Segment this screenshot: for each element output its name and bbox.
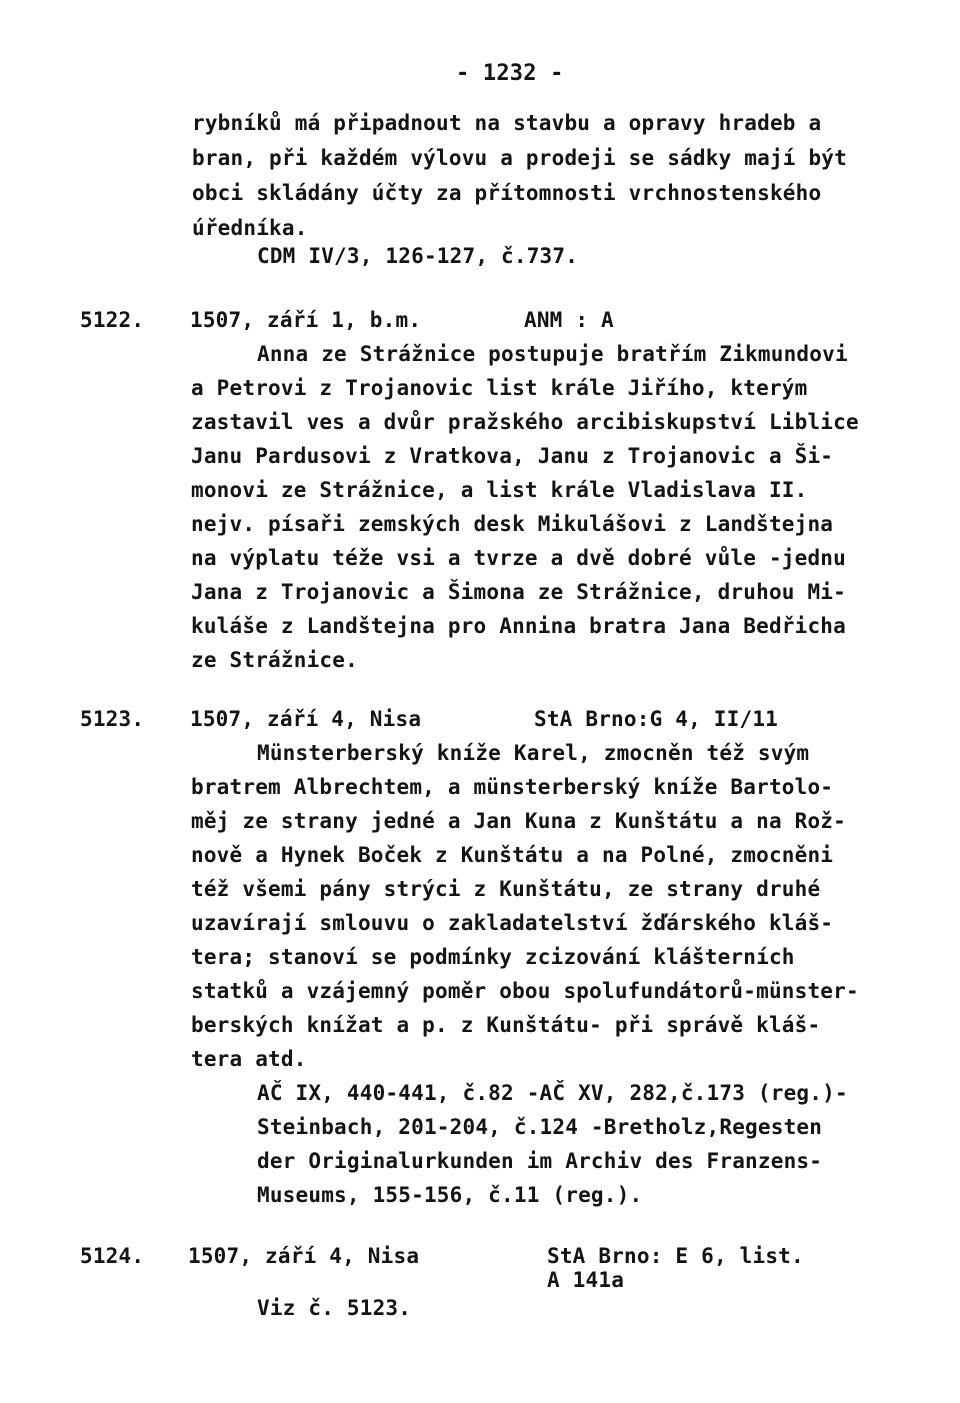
intro-line: úředníka.	[192, 216, 308, 240]
entry-date: 1507, září 1, b.m.	[190, 308, 422, 332]
entry-text-line: měj ze strany jedné a Jan Kuna z Kunštátu a na Rož-	[191, 809, 846, 833]
intro-line: bran, při každém výlovu a prodeji se sádky mají být	[192, 146, 847, 170]
entry-date: 1507, září 4, Nisa	[188, 1244, 420, 1268]
entry-text-line: Münsterberský kníže Karel, zmocněn též svým	[257, 741, 810, 765]
entry-number: 5124.	[80, 1244, 145, 1268]
entry-archive: StA Brno:G 4, II/11	[534, 707, 779, 731]
entry-date: 1507, září 4, Nisa	[190, 707, 422, 731]
entry-text-line: berských knížat a p. z Kunštátu- při správě kláš-	[191, 1013, 821, 1037]
entry-text-line: zastavil ves a dvůr pražského arcibiskupství Liblice	[191, 410, 859, 434]
entry-text-line: ze Strážnice.	[191, 648, 358, 672]
intro-line: obci skládány účty za přítomnosti vrchnostenského	[192, 181, 822, 205]
entry-text-line: Anna ze Strážnice postupuje bratřím Zikmundovi	[257, 342, 848, 366]
entry-text-line: kuláše z Landštejna pro Annina bratra Jana Bedřicha	[191, 614, 846, 638]
entry-reference: Viz č. 5123.	[257, 1296, 412, 1320]
entry-text-line: nejv. písaři zemských desk Mikulášovi z Landštejna	[191, 512, 834, 536]
intro-line: rybníků má připadnout na stavbu a opravy hradeb a	[192, 111, 822, 135]
entry-citation-line: der Originalurkunden im Archiv des Franzens-	[257, 1149, 823, 1173]
entry-number: 5122.	[80, 308, 145, 332]
entry-text-line: tera; stanoví se podmínky zcizování klášterních	[191, 945, 795, 969]
page-number: - 1232 -	[456, 61, 564, 86]
entry-text-line: tera atd.	[191, 1047, 307, 1071]
entry-number: 5123.	[80, 707, 145, 731]
entry-text-line: statků a vzájemný poměr obou spolufundátorů-münster-	[191, 979, 859, 1003]
entry-citation-line: AČ IX, 440-441, č.82 -AČ XV, 282,č.173 (reg.)-	[257, 1081, 848, 1105]
entry-citation-line: Steinbach, 201-204, č.124 -Bretholz,Regesten	[257, 1115, 823, 1139]
entry-text-line: na výplatu téže vsi a tvrze a dvě dobré vůle -jednu	[191, 546, 846, 570]
entry-text-line: a Petrovi z Trojanovic list krále Jiřího, kterým	[191, 376, 808, 400]
entry-archive: StA Brno: E 6, list.	[547, 1244, 804, 1268]
entry-text-line: nově a Hynek Boček z Kunštátu a na Polné, zmocněni	[191, 843, 834, 867]
entry-archive: ANM : A	[524, 308, 614, 332]
entry-text-line: monovi ze Strážnice, a list krále Vladislava II.	[191, 478, 808, 502]
entry-text-line: Jana z Trojanovic a Šimona ze Strážnice, druhou Mi-	[191, 580, 846, 604]
entry-text-line: uzavírají smlouvu o zakladatelství žďárského kláš-	[191, 911, 834, 935]
entry-text-line: Janu Pardusovi z Vratkova, Janu z Trojanovic a Ši-	[191, 444, 834, 468]
entry-text-line: bratrem Albrechtem, a münsterberský kníže Bartolo-	[191, 775, 834, 799]
entry-citation-line: Museums, 155-156, č.11 (reg.).	[257, 1183, 643, 1207]
intro-citation: CDM IV/3, 126-127, č.737.	[257, 244, 579, 268]
entry-text-line: též všemi pány strýci z Kunštátu, ze strany druhé	[191, 877, 821, 901]
entry-archive-line2: A 141a	[547, 1268, 625, 1292]
